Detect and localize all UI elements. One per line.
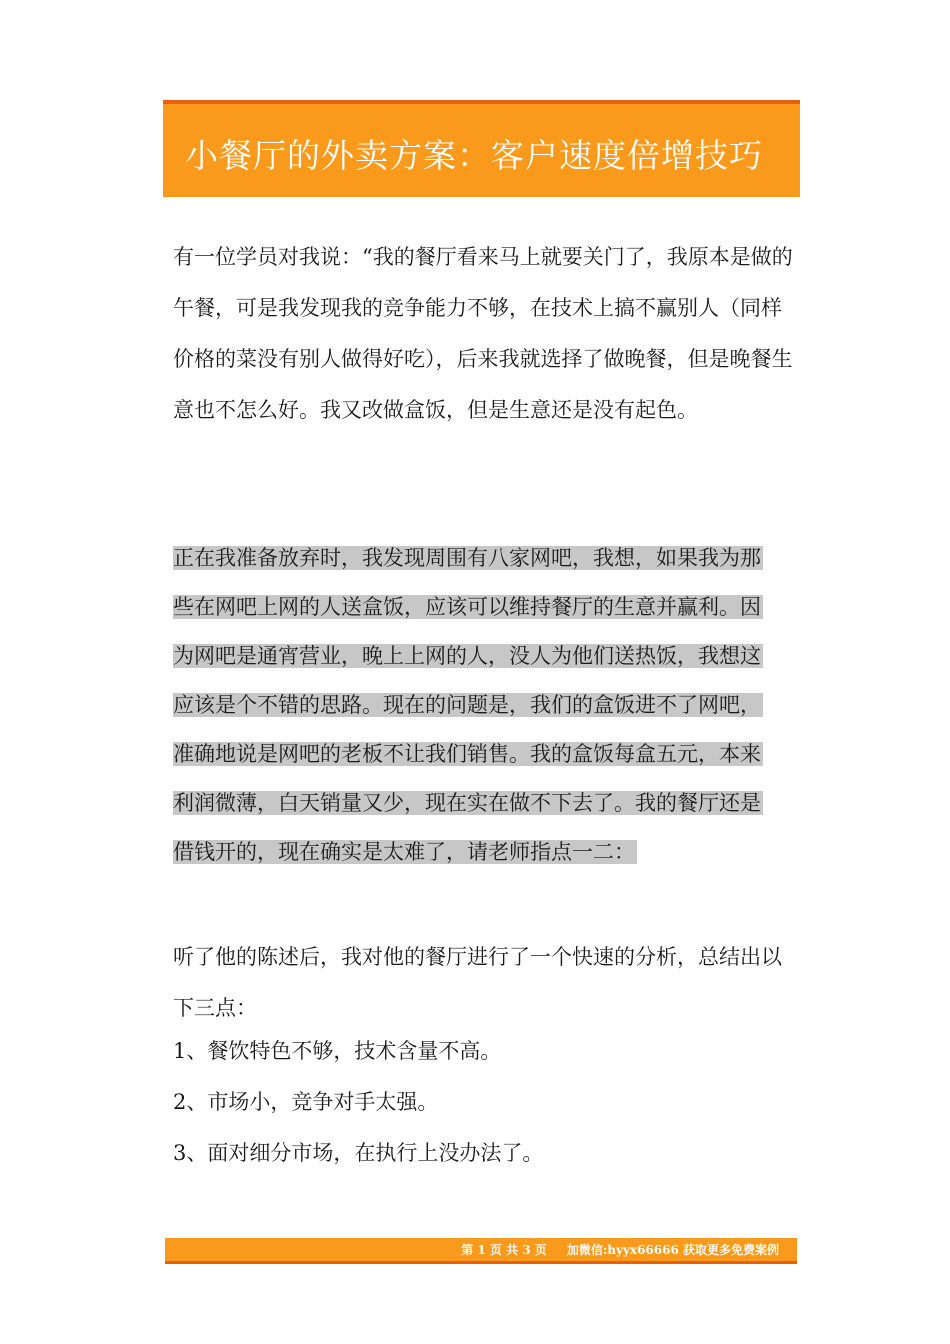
highlighted-line: 利润微薄，白天销量又少，现在实在做不下去了。我的餐厅还是: [173, 791, 761, 815]
list-item: 3、面对细分市场，在执行上没办法了。: [173, 1141, 544, 1165]
highlighted-line: 应该是个不错的思路。现在的问题是，我们的盒饭进不了网吧，: [173, 693, 761, 717]
highlighted-line: 些在网吧上网的人送盒饭，应该可以维持餐厅的生意并赢利。因: [173, 595, 761, 619]
highlighted-line: 正在我准备放弃时，我发现周围有八家网吧，我想，如果我为那: [173, 546, 761, 570]
title-banner: [163, 100, 800, 197]
list-item: 2、市场小，竞争对手太强。: [173, 1090, 439, 1114]
list-item: 1、餐饮特色不够，技术含量不高。: [173, 1039, 502, 1063]
highlighted-line: 借钱开的，现在确实是太难了，请老师指点一二：: [173, 840, 635, 864]
analysis-paragraph: 听了他的陈述后，我对他的餐厅进行了一个快速的分析，总结出以下三点：: [173, 945, 782, 1020]
highlighted-line: 准确地说是网吧的老板不让我们销售。我的盒饭每盒五元，本来: [173, 742, 761, 766]
document-title: 小餐厅的外卖方案：客户速度倍增技巧: [185, 136, 763, 175]
highlighted-paragraph: [173, 538, 793, 881]
footer-promo: 加微信:hyyx66666 获取更多免费案例: [566, 1243, 779, 1257]
footer-text: [461, 1241, 779, 1258]
intro-paragraph: 有一位学员对我说：“我的餐厅看来马上就要关门了，我原本是做的午餐，可是我发现我的竞争能力不够，在技术上搞不赢别人（同样价格的菜没有别人做得好吃），后来我就选择了做晚餐，但是晚餐生意也不怎么好。我又改做盒饭，但是生意还是没有起色。: [173, 245, 793, 422]
points-list: [173, 1040, 543, 1193]
page-indicator: 第 1 页 共 3 页: [461, 1243, 547, 1257]
highlighted-line: 为网吧是通宵营业，晚上上网的人，没人为他们送热饭，我想这: [173, 644, 761, 668]
footer-banner: [165, 1238, 797, 1264]
